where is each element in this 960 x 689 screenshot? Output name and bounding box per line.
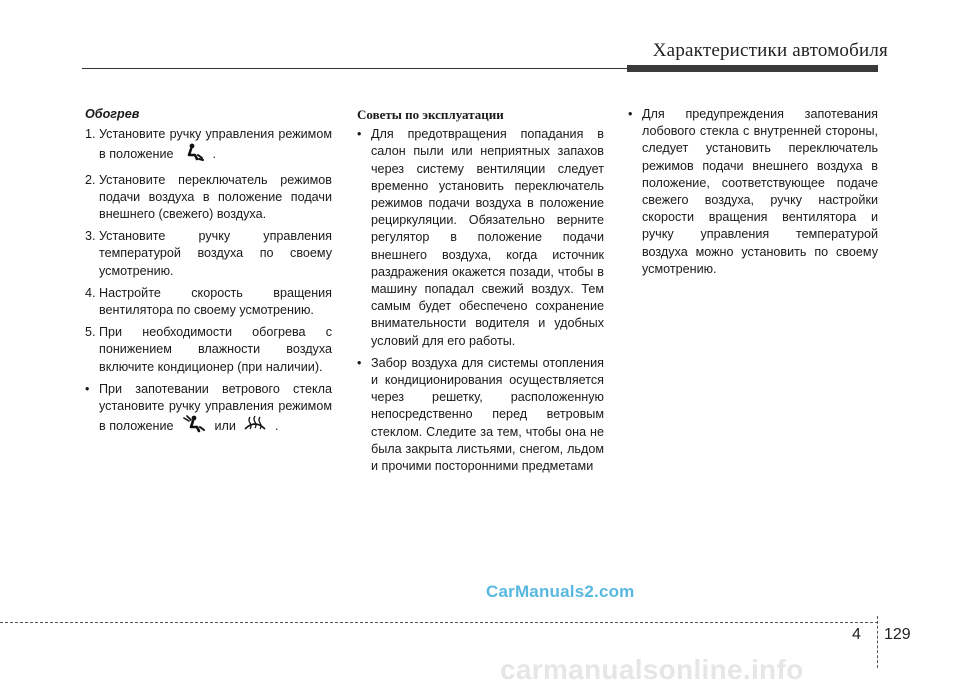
header-rule [82,68,627,69]
list-item: 3. Установите ручку управления температурой воздуха по своему усмотрению. [85,229,332,278]
floor-defrost-mode-icon [181,415,207,438]
footer-watermark: carmanualsonline.info [500,654,804,685]
chapter-number: 4 [852,626,861,643]
footer-rule [0,622,878,623]
list-item: 4. Настройте скорость вращения вентилятора по своему усмотрению. [85,285,332,318]
list-item: 1. Установите ручку управления режимом в положение . [85,126,332,166]
list-item: 2. Установите переключатель режимов подачи воздуха в положение подачи внешнего (свежего) воздуха. [85,172,332,222]
floor-mode-icon [181,143,205,166]
heading-heating: Обогрев [85,107,140,121]
list-item: • При запотевании ветрового стекла установите ручку управления режимом в положение или . [85,381,332,439]
column-defog [628,106,878,283]
page-number-divider [877,616,878,668]
page-number: 129 [884,626,911,643]
windshield-defrost-icon [243,415,267,438]
heading-tips: Советы по эксплуатации [357,107,504,122]
section-title: Характеристики автомобиля [652,40,888,61]
list-item: • Забор воздуха для системы отопления и кондиционирования осуществляется через решетку, расположенную непосредственно перед ветровым стеклом. Следите за тем, чтобы она не была закрыта листьями, снегом, льдом и прочими посторонними предметами [357,355,604,474]
list-item: • Для предупреждения запотевания лобового стекла с внутренней стороны, следует установить переключатель режимов подачи внешнего воздуха в положение, соответствующее подаче свежего воздуха, ручку настройки скорости вращения вентилятора и ручку управления температурой воздуха можно установить по своему усмотрению. [628,107,878,276]
list-item: • Для предотвращения попадания в салон пыли или неприятных запахов через систему вентиляции следует временно установить переключатель режимов подачи воздуха в положение рециркуляции. Обязательно верните регулятор в положение подачи внешнего воздуха, когда источник раздражения окажется позади, чтобы в машину попадал свежий воздух. Тем самым будет обеспечено сохранение внимательности водителя и удобных условий для его работы. [357,127,604,348]
column-tips [357,106,604,480]
header-bar [627,65,878,72]
site-watermark[interactable]: CarManuals2.com [486,582,635,601]
column-heating [85,106,332,443]
list-item: 5. При необходимости обогрева с понижением влажности воздуха включите кондиционер (при наличии). [85,325,332,374]
